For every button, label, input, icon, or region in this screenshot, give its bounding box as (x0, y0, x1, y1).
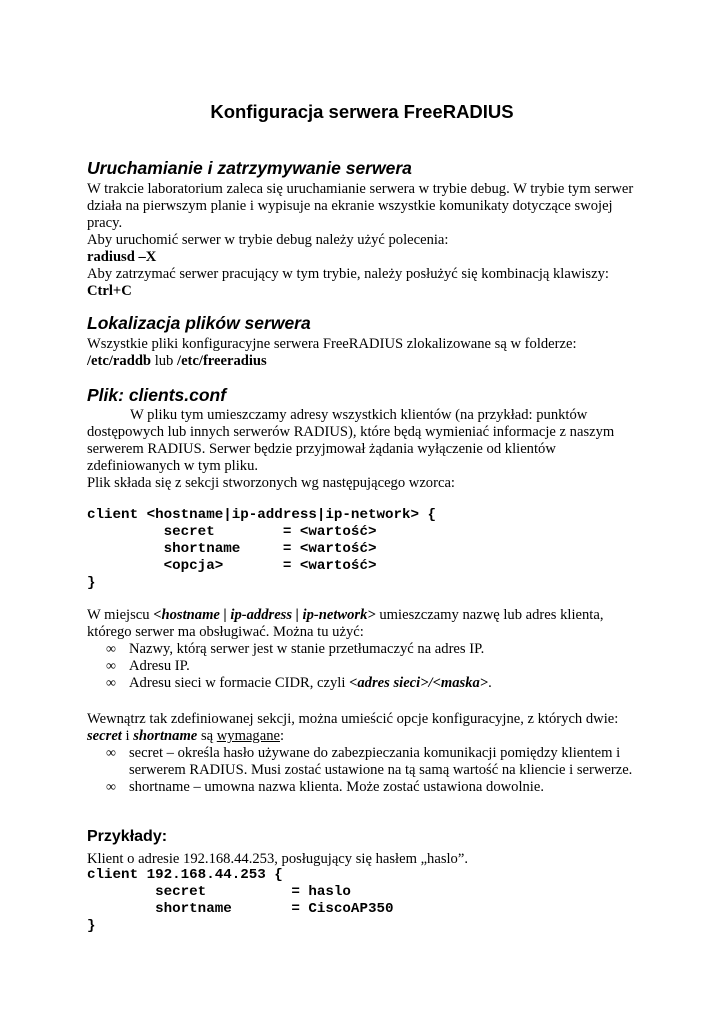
infinity-bullet-icon: ∞ (106, 780, 116, 795)
emphasis-text: <adres sieci>/<maska> (349, 675, 489, 691)
text-span: są (197, 728, 217, 744)
bullet-list (87, 641, 643, 692)
page-title: Konfiguracja serwera FreeRADIUS (210, 101, 514, 122)
paragraph: Plik składa się z sekcji stworzonych wg następującego wzorca: (87, 475, 455, 491)
list-item-text: secret – określa hasło używane do zabezpieczania komunikacji pomiędzy klientem i serwerem RADIUS. Musi zostać ustawione na tą samą wartość na kliencie i serwerze. (129, 745, 633, 778)
infinity-bullet-icon: ∞ (106, 676, 116, 691)
list-item-text: Adresu IP. (129, 658, 190, 674)
paragraph: Wszystkie pliki konfiguracyjne serwera FreeRADIUS zlokalizowane są w folderze: (87, 336, 577, 352)
section-body-clients-conf-2 (87, 607, 643, 692)
section-heading-clients-conf: Plik: clients.conf (87, 385, 227, 405)
section-body-examples (87, 851, 643, 868)
paragraph (87, 353, 643, 370)
list-item (87, 779, 643, 796)
list-item-text: shortname – umowna nazwa klienta. Może zostać ustawiona dowolnie. (129, 779, 544, 795)
paragraph: Klient o adresie 192.168.44.253, posługujący się hasłem „haslo”. (87, 851, 468, 867)
section-heading-running: Uruchamianie i zatrzymywanie serwera (87, 158, 412, 178)
infinity-bullet-icon: ∞ (106, 659, 116, 674)
paragraph: Aby zatrzymać serwer pracujący w tym trybie, należy posłużyć się kombinacją klawiszy: (87, 266, 609, 282)
text-span: : (279, 728, 285, 744)
section-body-clients-conf (87, 407, 643, 492)
section-heading-examples: Przykłady: (87, 828, 168, 845)
text-span: W miejscu (87, 607, 154, 623)
text-span: umieszczamy nazwę lub adres klienta, którego serwer ma obsługiwać. Można tu użyć: (87, 607, 604, 640)
section-heading-files-location: Lokalizacja plików serwera (87, 313, 311, 333)
code-block-template: client <hostname|ip-address|ip-network> { secret = <wartość> shortname = <wartość> <opcja> = <wartość> } (87, 507, 437, 591)
emphasis-text: shortname (133, 728, 198, 744)
code-block-example: client 192.168.44.253 { secret = haslo shortname = CiscoAP350 } (87, 867, 394, 934)
list-item (87, 675, 643, 692)
section-body-clients-conf-3 (87, 711, 643, 796)
bullet-list (87, 745, 643, 796)
list-item-text: Adresu sieci w formacie CIDR, czyli (129, 675, 350, 691)
underlined-text: wymagane (216, 728, 280, 744)
connector-text: lub (151, 353, 178, 369)
paragraph: Aby uruchomić serwer w trybie debug należy użyć polecenia: (87, 232, 449, 248)
text-span: Wewnątrz tak zdefiniowanej sekcji, można umieścić opcje konfiguracyjne, z których dwie: (87, 711, 622, 727)
path-text: /etc/freeradius (177, 353, 267, 369)
paragraph (87, 711, 643, 745)
infinity-bullet-icon: ∞ (106, 746, 116, 761)
command-text: radiusd –X (87, 249, 157, 265)
key-combination: Ctrl+C (87, 283, 132, 299)
paragraph: W trakcie laboratorium zaleca się uruchamianie serwera w trybie debug. W trybie tym serwer działa na pierwszym planie i wypisuje na ekranie wszystkie komunikaty dotyczące swojej pracy. (87, 181, 634, 231)
path-text: /etc/raddb (87, 353, 152, 369)
list-item-text: . (488, 675, 492, 691)
section-body-running (87, 181, 643, 300)
infinity-bullet-icon: ∞ (106, 642, 116, 657)
section-body-files-location (87, 336, 643, 370)
list-item (87, 658, 643, 675)
emphasis-text: <hostname | ip-address | ip-network> (153, 607, 376, 623)
emphasis-text: secret (87, 728, 122, 744)
list-item (87, 641, 643, 658)
text-span: i (121, 728, 134, 744)
paragraph: W pliku tym umieszczamy adresy wszystkich klientów (na przykład: punktów dostępowych lub innych serwerów RADIUS), które będą wymieniać informacje z naszym serwerem RADIUS. Serwer będzie przyjmował żądania wyłączenie od klientów zdefiniowanych w tym pliku. (87, 407, 615, 474)
list-item-text: Nazwy, którą serwer jest w stanie przetłumaczyć na adres IP. (129, 641, 485, 657)
paragraph (87, 607, 643, 641)
list-item (87, 745, 643, 779)
